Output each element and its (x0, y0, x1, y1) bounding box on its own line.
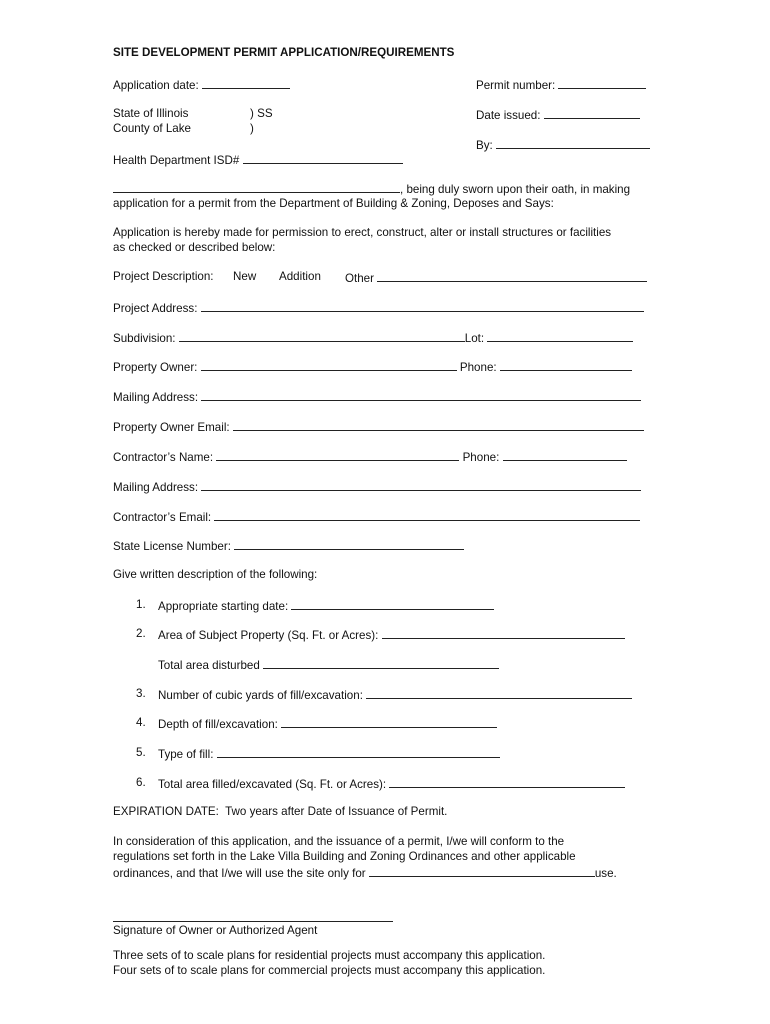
property-owner-row (113, 359, 632, 375)
applicant-name-field[interactable] (113, 181, 400, 193)
ss-label: ) SS (250, 107, 273, 120)
subdivision-label: Subdivision: (113, 332, 176, 345)
contractor-name-label: Contractor’s Name: (113, 451, 214, 464)
item-2-label: Area of Subject Property (Sq. Ft. or Acres): (158, 629, 379, 642)
item-5-field[interactable] (217, 746, 500, 758)
by-row (476, 137, 650, 153)
owner-phone-label: Phone: (459, 361, 497, 374)
project-address-field[interactable] (201, 300, 644, 312)
signature-label: Signature of Owner or Authorized Agent (113, 924, 318, 937)
item-2-num: 2. (136, 627, 146, 640)
item-2b-field[interactable] (263, 657, 499, 669)
item-2-row (158, 627, 625, 643)
state-label: State of Illinois (113, 107, 189, 120)
property-owner-label: Property Owner: (113, 361, 198, 374)
subdivision-field[interactable] (179, 330, 465, 342)
signature-line[interactable] (113, 921, 393, 922)
consideration-line2: regulations set forth in the Lake Villa Building and Zoning Ordinances and other applicable (113, 850, 576, 863)
date-issued-label: Date issued: (476, 109, 541, 122)
contractor-email-label: Contractor’s Email: (113, 511, 212, 524)
contractor-phone-label: Phone: (462, 451, 500, 464)
application-date-field[interactable] (202, 77, 290, 89)
health-dept-label: Health Department ISD# (113, 154, 240, 167)
consideration-line3-b: use. (594, 867, 617, 880)
state-license-field[interactable] (234, 538, 464, 550)
property-owner-field[interactable] (201, 359, 457, 371)
application-line1: Application is hereby made for permission to erect, construct, alter or install structures or facilities (113, 226, 612, 239)
owner-mailing-field[interactable] (201, 389, 641, 401)
contractor-name-row (113, 449, 627, 465)
date-issued-row (476, 107, 640, 123)
project-description-label: Project Description: (113, 270, 214, 283)
item-6-label: Total area filled/excavated (Sq. Ft. or Acres): (158, 778, 387, 791)
item-4-num: 4. (136, 716, 146, 729)
contractor-email-field[interactable] (214, 509, 640, 521)
application-date-label: Application date: (113, 79, 199, 92)
permit-number-field[interactable] (558, 77, 646, 89)
item-6-field[interactable] (389, 776, 625, 788)
subdivision-row (113, 330, 633, 346)
permit-number-label: Permit number: (476, 79, 556, 92)
item-1-num: 1. (136, 598, 146, 611)
item-6-num: 6. (136, 776, 146, 789)
option-addition[interactable]: Addition (279, 270, 321, 283)
oath-line1: , being duly sworn upon their oath, in making (400, 183, 631, 196)
item-3-num: 3. (136, 687, 146, 700)
option-other[interactable]: Other (345, 272, 374, 285)
owner-email-label: Property Owner Email: (113, 421, 230, 434)
lot-label: Lot: (464, 332, 485, 345)
lot-field[interactable] (487, 330, 633, 342)
paren-label: ) (250, 122, 254, 135)
item-5-label: Type of fill: (158, 748, 214, 761)
health-dept-field[interactable] (243, 152, 403, 164)
item-3-field[interactable] (366, 687, 632, 699)
contractor-mailing-row (113, 479, 641, 495)
item-2b-row (158, 657, 499, 673)
project-address-row (113, 300, 644, 316)
site-use-field[interactable] (369, 865, 595, 877)
health-dept-row (113, 152, 403, 168)
item-5-num: 5. (136, 746, 146, 759)
item-5-row (158, 746, 500, 762)
item-4-row (158, 716, 497, 732)
county-label: County of Lake (113, 122, 191, 135)
application-line2: as checked or described below: (113, 241, 276, 254)
item-4-field[interactable] (281, 716, 497, 728)
contractor-mailing-label: Mailing Address: (113, 481, 199, 494)
expiration-text: EXPIRATION DATE: Two years after Date of Issuance of Permit. (113, 805, 448, 818)
application-date-row (113, 77, 290, 93)
oath-row (113, 181, 630, 197)
consideration-line1: In consideration of this application, and the issuance of a permit, I/we will conform to the (113, 835, 565, 848)
consideration-line3 (113, 865, 617, 881)
note-commercial: Four sets of to scale plans for commercial projects must accompany this application. (113, 964, 546, 977)
option-new[interactable]: New (233, 270, 257, 283)
item-4-label: Depth of fill/excavation: (158, 718, 278, 731)
note-residential: Three sets of to scale plans for residential projects must accompany this application. (113, 949, 546, 962)
state-license-row (113, 538, 464, 554)
describe-label: Give written description of the following: (113, 568, 318, 581)
contractor-phone-field[interactable] (503, 449, 627, 461)
item-2-field[interactable] (382, 627, 625, 639)
item-6-row (158, 776, 625, 792)
owner-mailing-row (113, 389, 641, 405)
by-field[interactable] (496, 137, 650, 149)
project-address-label: Project Address: (113, 302, 198, 315)
item-3-row (158, 687, 632, 703)
state-license-label: State License Number: (113, 540, 231, 553)
contractor-mailing-field[interactable] (201, 479, 641, 491)
item-2b-label: Total area disturbed (158, 659, 260, 672)
by-label: By: (476, 139, 493, 152)
owner-email-field[interactable] (233, 419, 644, 431)
contractor-email-row (113, 509, 640, 525)
permit-number-row (476, 77, 646, 93)
item-1-row (158, 598, 494, 614)
owner-email-row (113, 419, 644, 435)
form-title: SITE DEVELOPMENT PERMIT APPLICATION/REQUIREMENTS (113, 46, 455, 59)
owner-phone-field[interactable] (500, 359, 632, 371)
item-3-label: Number of cubic yards of fill/excavation: (158, 689, 363, 702)
contractor-name-field[interactable] (216, 449, 459, 461)
oath-line2: application for a permit from the Department of Building & Zoning, Deposes and Says: (113, 197, 554, 210)
date-issued-field[interactable] (544, 107, 640, 119)
item-1-field[interactable] (291, 598, 494, 610)
owner-mailing-label: Mailing Address: (113, 391, 199, 404)
item-1-label: Appropriate starting date: (158, 600, 289, 613)
other-description-field[interactable] (377, 270, 647, 282)
consideration-line3-a: ordinances, and that I/we will use the site only for (113, 867, 366, 880)
option-other-row (345, 270, 647, 286)
